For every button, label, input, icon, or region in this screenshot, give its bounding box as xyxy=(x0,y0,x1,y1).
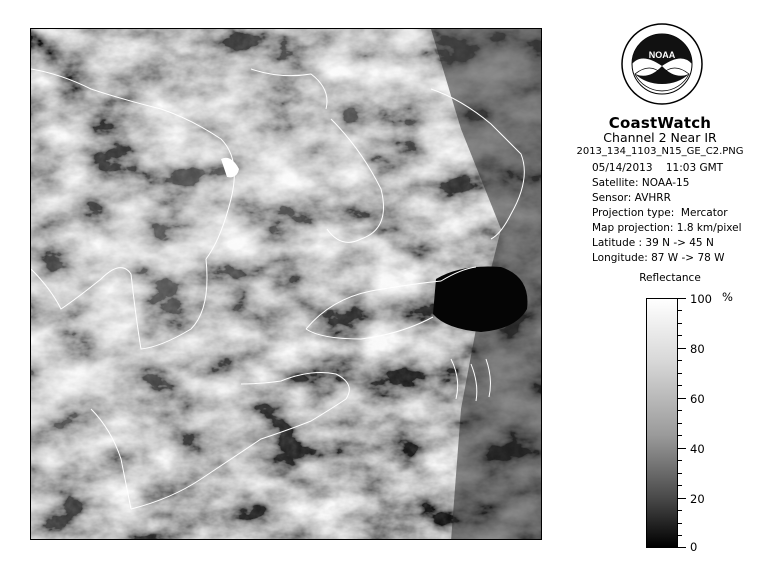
subtitle: Channel 2 Near IR xyxy=(603,130,717,145)
meta-longitude: Longitude: 87 W -> 78 W xyxy=(592,252,725,264)
meta-map-projection: Map projection: 1.8 km/pixel xyxy=(592,222,742,234)
colorbar-title: Reflectance xyxy=(639,272,701,284)
lake-ontario xyxy=(433,267,527,333)
colorbar-tick-20: 20 xyxy=(690,492,705,506)
colorbar xyxy=(646,298,678,548)
logo-text: NOAA xyxy=(648,50,676,60)
meta-satellite: Satellite: NOAA-15 xyxy=(592,177,690,189)
noaa-seal-icon xyxy=(620,22,704,106)
meta-sensor: Sensor: AVHRR xyxy=(592,192,671,204)
app-title: CoastWatch xyxy=(608,114,712,132)
colorbar-tick-100: 100 xyxy=(690,292,712,306)
colorbar-tick-0: 0 xyxy=(690,540,698,554)
satellite-image xyxy=(30,28,542,540)
meta-datetime: 05/14/2013 11:03 GMT xyxy=(592,162,724,174)
colorbar-tick-80: 80 xyxy=(690,342,705,356)
colorbar-ticks xyxy=(678,298,692,548)
filename: 2013_134_1103_N15_GE_C2.PNG xyxy=(576,146,744,157)
colorbar-unit: % xyxy=(722,290,733,304)
colorbar-tick-40: 40 xyxy=(690,442,705,456)
meta-projection-type: Projection type: Mercator xyxy=(592,207,728,219)
satellite-image-render xyxy=(31,29,542,540)
colorbar-tick-60: 60 xyxy=(690,392,705,406)
meta-latitude: Latitude : 39 N -> 45 N xyxy=(592,237,714,249)
